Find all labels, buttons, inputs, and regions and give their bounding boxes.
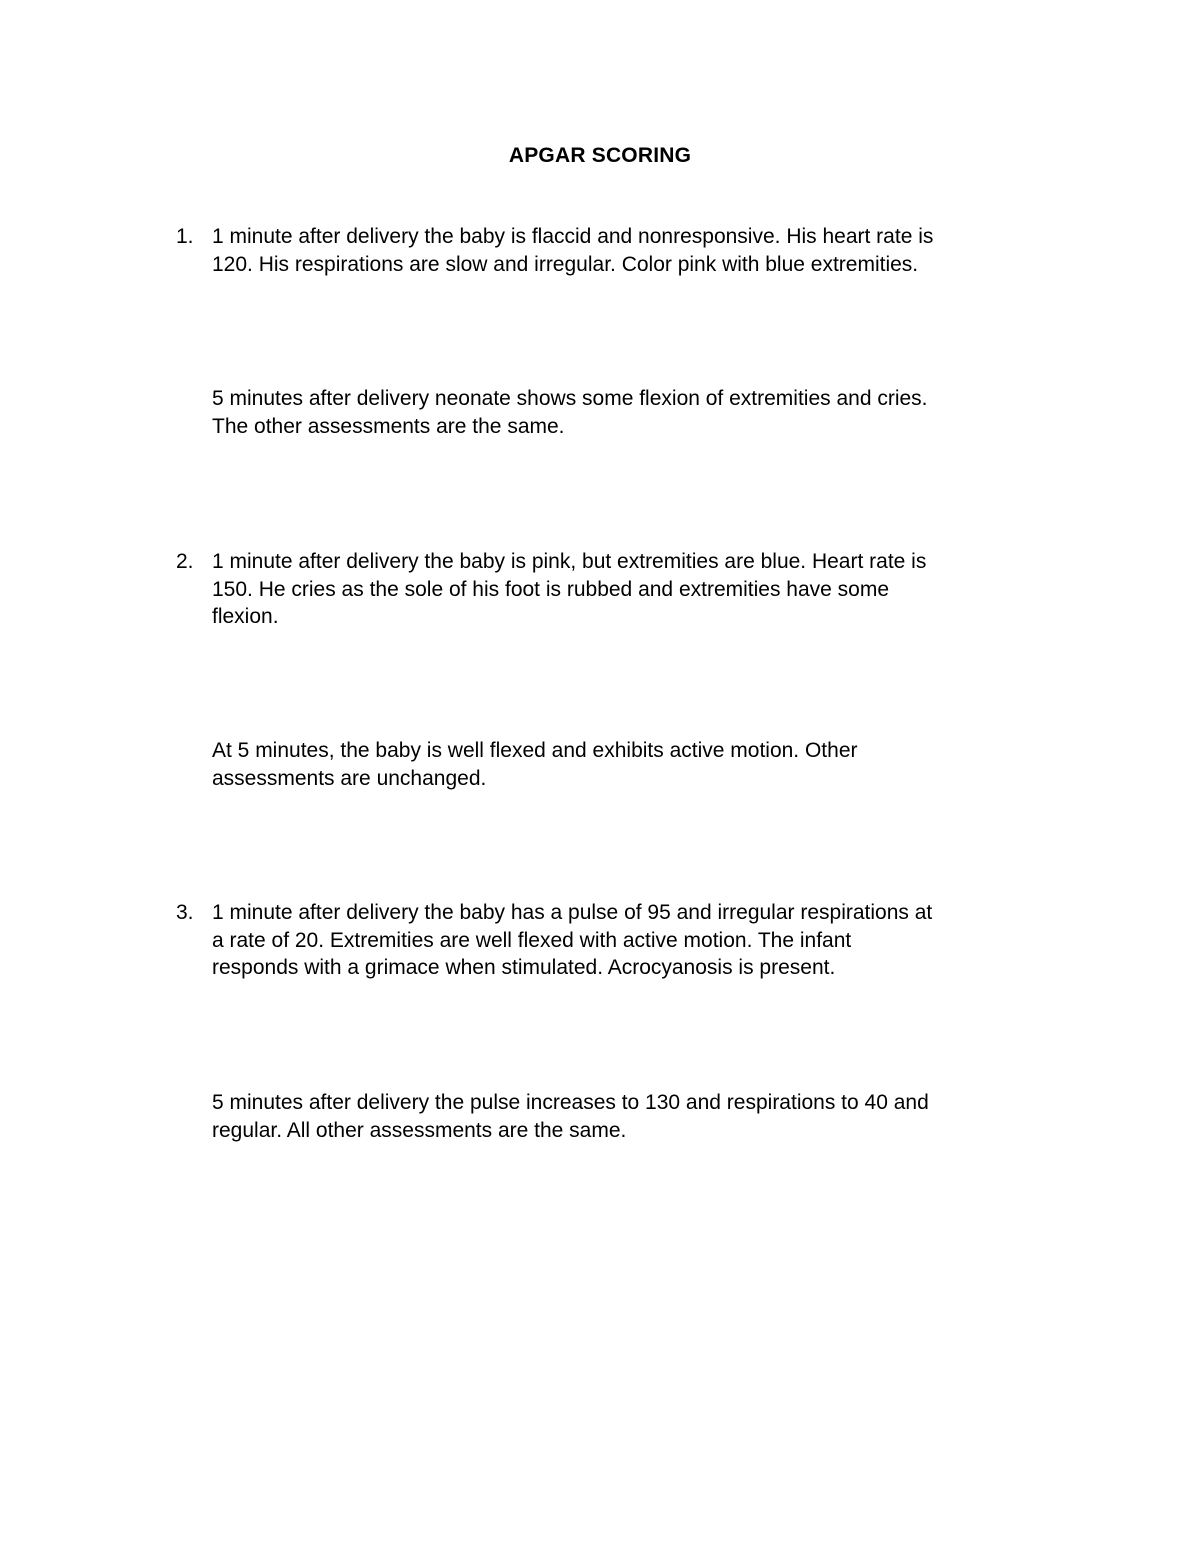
item-3-number: 3. [176,901,194,924]
item-3-one-minute-text: 1 minute after delivery the baby has a pulse of 95 and irregular respirations at a rate of 20. Extremities are well flexed with active motion. The infant responds with a grimace when stimulated. Acrocyanosis is present. [212,901,933,979]
item-2-number: 2. [176,550,194,573]
item-2-one-minute-text: 1 minute after delivery the baby is pink, but extremities are blue. Heart rate is 150. He cries as the sole of his foot is rubbed and extremities have some flexion. [212,550,927,628]
item-3-five-minute-text: 5 minutes after delivery the pulse increases to 130 and respirations to 40 and regular. All other assessments are the same. [212,1091,929,1142]
item-1-five-minute-text: 5 minutes after delivery neonate shows some flexion of extremities and cries. The other assessments are the same. [212,387,928,438]
document-title: APGAR SCORING [508,144,692,167]
item-1-number: 1. [176,225,194,248]
item-1-one-minute-text: 1 minute after delivery the baby is flaccid and nonresponsive. His heart rate is 120. His respirations are slow and irregular. Color pink with blue extremities. [212,225,934,276]
item-2-five-minute-text: At 5 minutes, the baby is well flexed and exhibits active motion. Other assessments are unchanged. [212,739,858,790]
